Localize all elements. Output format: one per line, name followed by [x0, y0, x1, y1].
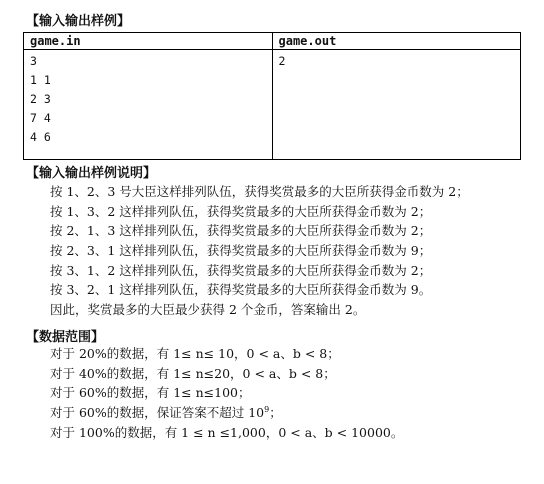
range-line: 对于 100%的数据，有 1 ≤ n ≤1,000，0 < a、b < 10000。: [50, 424, 404, 440]
explanation-body: [50, 182, 469, 320]
exponent: 9: [264, 404, 270, 414]
output-line: 2: [278, 54, 286, 68]
input-line: 2 3: [30, 92, 51, 106]
explanation-line: 按 2、1、3 这样排列队伍，获得奖赏最多的大臣所获得金币数为 2；: [50, 223, 432, 239]
output-cell: [272, 50, 521, 160]
output-file-header: game.out: [272, 33, 521, 50]
input-cell: [24, 50, 273, 160]
explanation-line: 因此，奖赏最多的大臣最少获得 2 个金币，答案输出 2。: [50, 302, 366, 318]
explanation-line: 按 1、2、3 号大臣这样排列队伍，获得奖赏最多的大臣所获得金币数为 2；: [50, 184, 469, 199]
range-line: [50, 403, 403, 423]
range-line-end: ；: [269, 405, 282, 421]
input-line: 3: [30, 54, 37, 68]
explanation-line: 按 1、3、2 这样排列队伍，获得奖赏最多的大臣所获得金币数为 2；: [50, 203, 432, 219]
input-file-header: game.in: [24, 33, 273, 50]
explanation-line: 按 3、1、2 这样排列队伍，获得奖赏最多的大臣所获得金币数为 2；: [50, 262, 432, 278]
explanation-line: 按 2、3、1 这样排列队伍，获得奖赏最多的大臣所获得金币数为 9；: [50, 243, 432, 259]
input-line: 4 6: [30, 130, 51, 144]
data-range-body: [50, 344, 403, 442]
range-line-text: 对于 60%的数据，保证答案不超过 10: [50, 405, 265, 421]
data-range-heading: 【数据范围】: [26, 330, 105, 345]
input-line: 1 1: [30, 73, 51, 87]
io-sample-heading: 【输入输出样例】: [26, 14, 131, 29]
explanation-line: 按 3、2、1 这样排列队伍，获得奖赏最多的大臣所获得金币数为 9。: [50, 282, 432, 298]
range-line: 对于 40%的数据，有 1≤ n≤20，0 < a、b < 8；: [50, 365, 336, 381]
range-line: 对于 20%的数据，有 1≤ n≤ 10，0 < a、b < 8；: [50, 346, 340, 361]
io-sample-table: [23, 32, 521, 160]
range-line: 对于 60%的数据，有 1≤ n≤100；: [50, 385, 251, 401]
input-line: 7 4: [30, 111, 51, 125]
explanation-heading: 【输入输出样例说明】: [26, 166, 157, 181]
